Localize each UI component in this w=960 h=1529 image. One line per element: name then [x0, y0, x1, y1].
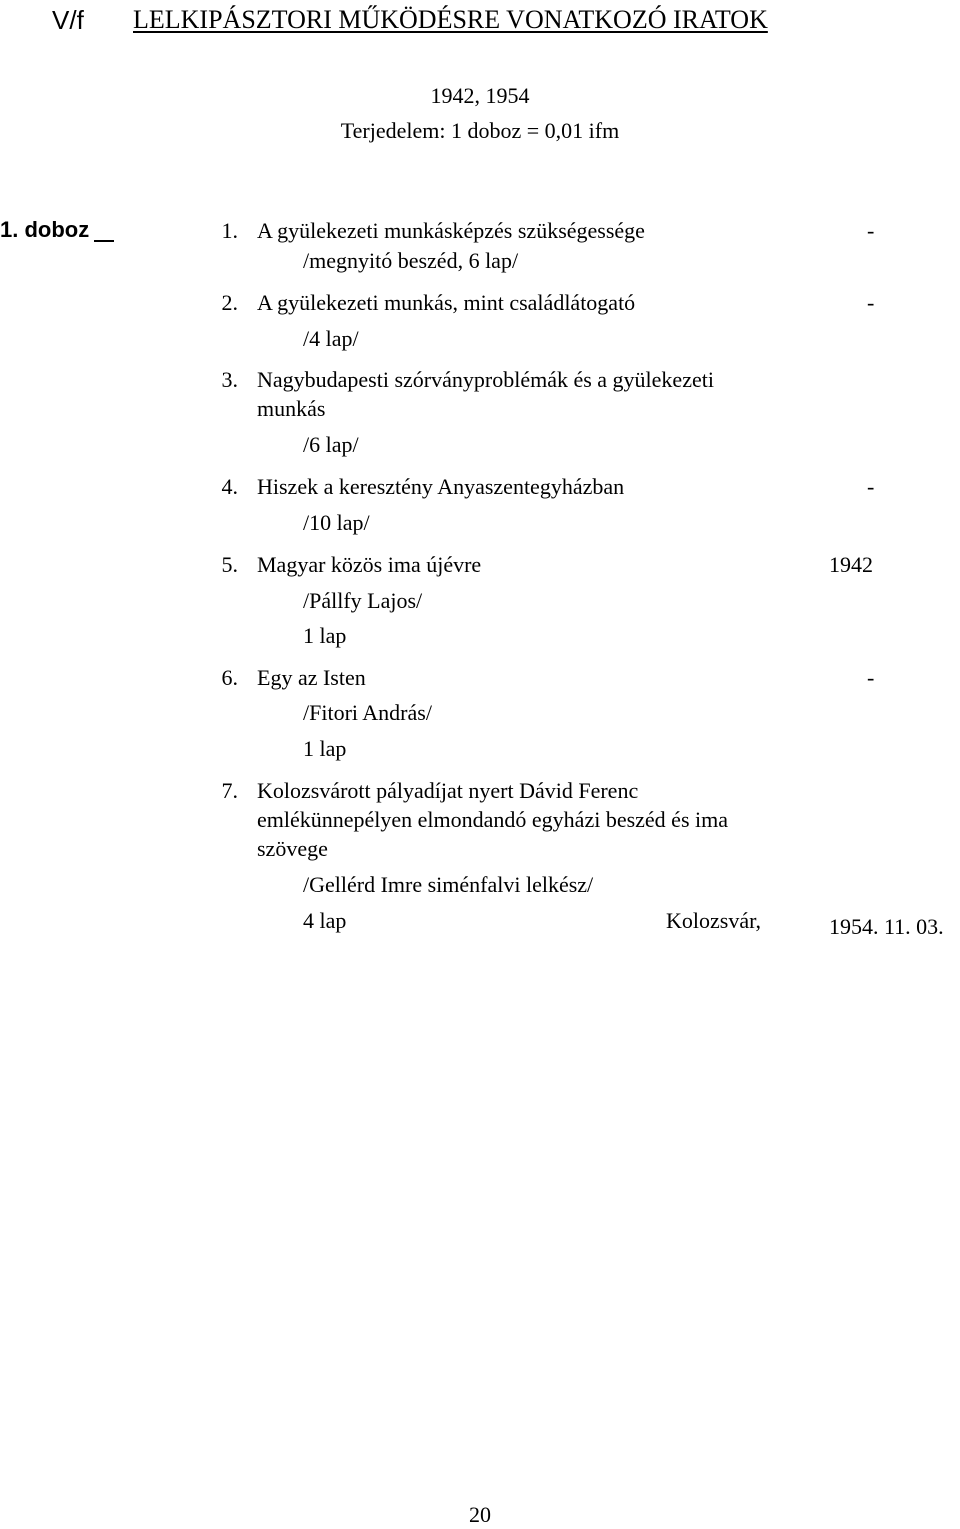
item-place: Kolozsvár,	[666, 908, 762, 933]
item-date: 1942	[829, 552, 873, 577]
item-description: /4 lap/	[303, 326, 359, 351]
item-title: Magyar közös ima újévre	[257, 552, 482, 577]
item-pages: 1 lap	[303, 623, 347, 648]
box-label: 1. doboz	[0, 217, 90, 242]
item-pages: 4 lap	[303, 908, 347, 933]
item-pages: 1 lap	[303, 736, 347, 761]
item-title: Hiszek a keresztény Anyaszentegyházban	[257, 474, 625, 499]
item-title: Egy az Isten	[257, 665, 366, 690]
item-description: /Gellérd Imre siménfalvi lelkész/	[303, 872, 594, 897]
item-date: 1954. 11. 03.	[829, 914, 944, 939]
item-description: /10 lap/	[303, 510, 370, 535]
page-number: 20	[469, 1502, 491, 1527]
item-date: -	[867, 218, 875, 243]
item-date: -	[867, 665, 875, 690]
item-date: -	[867, 474, 875, 499]
item-title: A gyülekezeti munkás, mint családlátogató	[257, 290, 636, 315]
item-number: 6.	[221, 665, 238, 690]
item-title: A gyülekezeti munkásképzés szükségessége	[257, 218, 645, 243]
item-number: 1.	[221, 218, 238, 243]
item-description: /megnyitó beszéd, 6 lap/	[303, 248, 519, 273]
item-description: /Fitori András/	[303, 700, 432, 725]
date-range: 1942, 1954	[430, 83, 530, 108]
extent: Terjedelem: 1 doboz = 0,01 ifm	[340, 118, 620, 143]
item-number: 3.	[221, 367, 238, 392]
item-title-continued: szövege	[257, 836, 328, 861]
item-date: -	[867, 290, 875, 315]
item-description: /6 lap/	[303, 432, 359, 457]
item-title-continued: munkás	[257, 396, 326, 421]
item-number: 7.	[221, 778, 238, 803]
item-description: /Pállfy Lajos/	[303, 588, 423, 613]
page-title: LELKIPÁSZTORI MŰKÖDÉSRE VONATKOZÓ IRATOK	[133, 5, 768, 34]
item-title-continued: emlékünnepélyen elmondandó egyházi beszéd és ima	[257, 807, 728, 832]
item-title: Nagybudapesti szórványproblémák és a gyülekezeti	[257, 367, 714, 392]
item-number: 4.	[221, 474, 238, 499]
box-label-underline	[94, 240, 114, 242]
item-title: Kolozsvárott pályadíjat nyert Dávid Ferenc	[257, 778, 639, 803]
item-number: 2.	[221, 290, 238, 315]
item-number: 5.	[221, 552, 238, 577]
record-group-code: V/f	[52, 5, 84, 35]
